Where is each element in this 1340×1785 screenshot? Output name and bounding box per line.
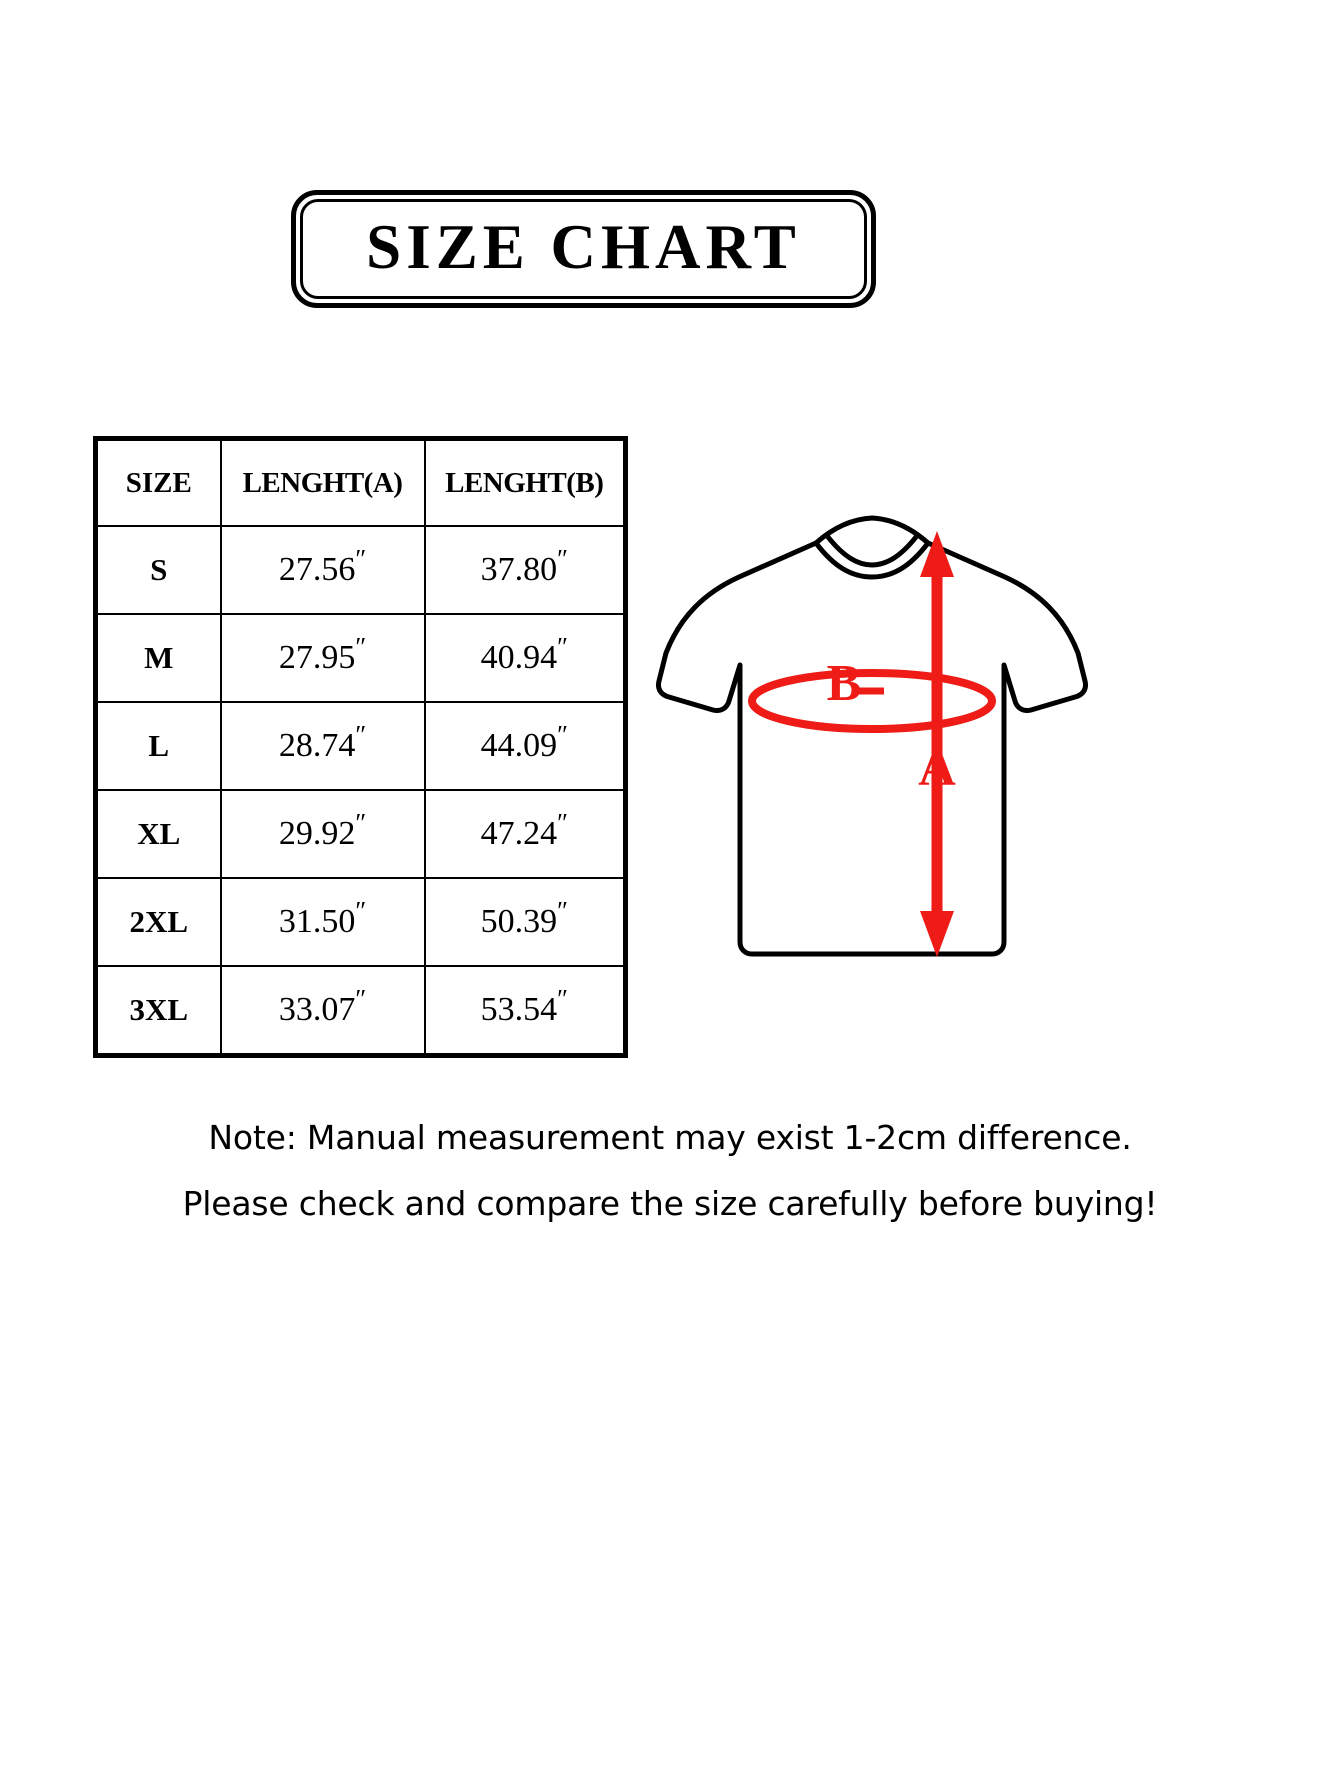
label-b: B — [826, 655, 862, 712]
table-row — [96, 878, 626, 966]
title-inner-border — [300, 199, 867, 299]
header-length-b: LENGHT(B) — [425, 439, 626, 527]
cell-length-a — [221, 526, 425, 614]
note-line-1 — [0, 1105, 1340, 1171]
table-body — [96, 526, 626, 1056]
value-length-a: 31.50 — [278, 903, 356, 940]
value-length-a: 27.95 — [278, 639, 356, 676]
cell-length-a — [221, 702, 425, 790]
header-size: SIZE — [96, 439, 221, 527]
value-length-a: 27.56 — [278, 551, 356, 588]
cell-length-a — [221, 966, 425, 1056]
inch-mark: ″ — [355, 984, 367, 1014]
label-a: A — [918, 740, 956, 797]
cell-length-a — [221, 790, 425, 878]
value-length-b: 53.54 — [480, 991, 558, 1028]
note-block — [0, 1105, 1340, 1237]
cell-size: 3XL — [96, 966, 221, 1056]
note-line-1-text: Manual measurement may exist 1-2cm difference. — [296, 1118, 1132, 1157]
tshirt-measurement-diagram — [648, 505, 1096, 995]
table-header — [96, 439, 626, 527]
cell-length-b — [425, 614, 626, 702]
table-row — [96, 526, 626, 614]
size-table — [93, 436, 628, 1058]
value-length-a: 28.74 — [278, 727, 356, 764]
inch-mark: ″ — [557, 984, 568, 1014]
inch-mark: ″ — [355, 896, 367, 926]
size-chart-title-badge — [291, 190, 876, 308]
inch-mark: ″ — [557, 808, 568, 838]
header-length-a: LENGHT(A) — [221, 439, 425, 527]
table-row — [96, 966, 626, 1056]
inch-mark: ″ — [355, 544, 367, 574]
inch-mark: ″ — [557, 720, 568, 750]
inch-mark: ″ — [557, 544, 568, 574]
cell-length-a — [221, 614, 425, 702]
page-title: SIZE CHART — [366, 211, 801, 282]
value-length-b: 50.39 — [480, 903, 558, 940]
cell-length-a — [221, 878, 425, 966]
size-table-container — [93, 436, 623, 1058]
cell-size: L — [96, 702, 221, 790]
inch-mark: ″ — [355, 720, 367, 750]
table-row — [96, 702, 626, 790]
cell-length-b — [425, 526, 626, 614]
cell-size: XL — [96, 790, 221, 878]
table-row — [96, 614, 626, 702]
value-length-a: 29.92 — [278, 815, 356, 852]
cell-size: 2XL — [96, 878, 221, 966]
table-row — [96, 790, 626, 878]
cell-length-b — [425, 790, 626, 878]
value-length-b: 37.80 — [480, 551, 558, 588]
cell-length-b — [425, 966, 626, 1056]
value-length-a: 33.07 — [278, 991, 356, 1028]
value-length-b: 44.09 — [480, 727, 558, 764]
value-length-b: 47.24 — [480, 815, 558, 852]
note-label: Note: — [208, 1118, 297, 1157]
value-length-b: 40.94 — [480, 639, 558, 676]
cell-size: S — [96, 526, 221, 614]
cell-length-b — [425, 878, 626, 966]
note-line-2: Please check and compare the size carefully before buying! — [182, 1184, 1158, 1223]
inch-mark: ″ — [355, 808, 367, 838]
table-header-row — [96, 439, 626, 527]
inch-mark: ″ — [557, 896, 568, 926]
cell-length-b — [425, 702, 626, 790]
tshirt-outline — [658, 518, 1085, 954]
cell-size: M — [96, 614, 221, 702]
inch-mark: ″ — [355, 632, 367, 662]
inch-mark: ″ — [557, 632, 568, 662]
